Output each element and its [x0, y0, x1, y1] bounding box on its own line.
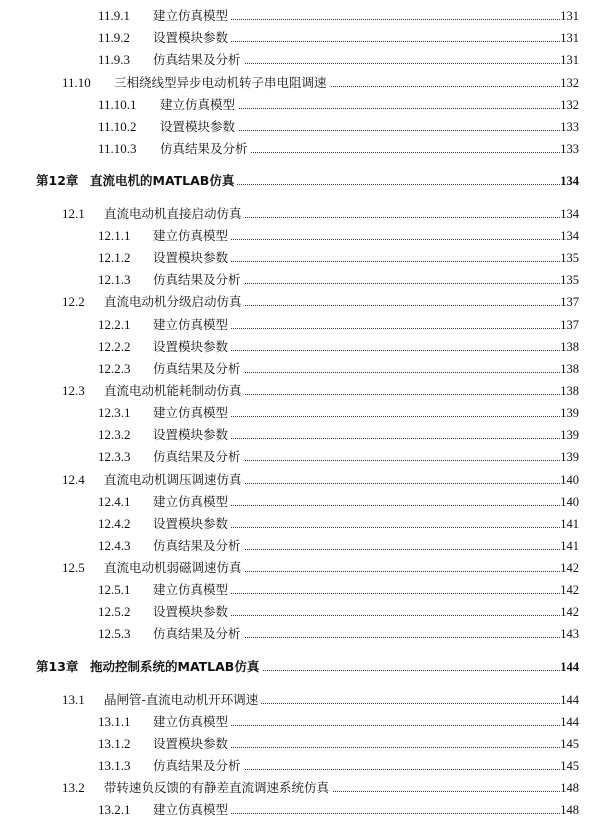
- toc-entry-number: 12.5.3: [98, 626, 131, 641]
- toc-entry-title: 带转速负反馈的有静差直流调速系统仿真: [104, 777, 332, 799]
- toc-subsection-entry[interactable]: [0, 49, 598, 71]
- toc-entry-number: 12.1.2: [98, 250, 131, 265]
- toc-entry-number: 12.2.3: [98, 361, 131, 376]
- dot-leader: [173, 41, 560, 42]
- toc-entry-number: 第13章: [36, 659, 79, 674]
- toc-section-entry[interactable]: [0, 72, 598, 94]
- toc-entry-page-number: 132: [560, 76, 579, 90]
- toc-chapter-entry[interactable]: [0, 656, 598, 678]
- toc-subsection-entry[interactable]: [0, 247, 598, 269]
- toc-section-entry[interactable]: [0, 689, 598, 711]
- dot-leader: [173, 328, 560, 329]
- toc-section-entry[interactable]: [0, 291, 598, 313]
- toc-entry-number: 12.3: [62, 383, 85, 398]
- dot-leader: [173, 416, 560, 417]
- toc-entry-number: 13.1.3: [98, 758, 131, 773]
- toc-entry-page-number: 138: [560, 362, 579, 376]
- toc-entry-number: 13.1: [62, 692, 85, 707]
- toc-entry-title: 建立仿真模型: [153, 225, 231, 247]
- toc-subsection-entry[interactable]: [0, 579, 598, 601]
- toc-entry-title: 直流电动机弱磁调速仿真: [104, 557, 245, 579]
- toc-entry-title: 仿真结果及分析: [153, 269, 244, 291]
- toc-entry-number: 12.3.3: [98, 449, 131, 464]
- toc-entry-number: 13.1.2: [98, 736, 131, 751]
- toc-section-entry[interactable]: [0, 557, 598, 579]
- toc-entry-title: 建立仿真模型: [153, 314, 231, 336]
- toc-entry-number: 11.10.2: [98, 119, 137, 134]
- dot-leader: [173, 593, 560, 594]
- toc-subsection-entry[interactable]: [0, 535, 598, 557]
- toc-subsection-entry[interactable]: [0, 138, 598, 160]
- toc-entry-page-number: 144: [560, 693, 579, 707]
- toc-subsection-entry[interactable]: [0, 336, 598, 358]
- toc-entry-page-number: 135: [560, 273, 579, 287]
- toc-entry-title: 仿真结果及分析: [160, 138, 251, 160]
- dot-leader: [173, 261, 560, 262]
- toc-entry-title: 建立仿真模型: [160, 94, 238, 116]
- toc-entry-title: 设置模块参数: [153, 27, 231, 49]
- toc-entry-title: 直流电动机能耗制动仿真: [104, 380, 245, 402]
- toc-entry-title: 仿真结果及分析: [153, 535, 244, 557]
- toc-entry-page-number: 133: [560, 120, 579, 134]
- dot-leader: [173, 615, 560, 616]
- toc-entry-page-number: 142: [560, 561, 579, 575]
- toc-subsection-entry[interactable]: [0, 601, 598, 623]
- toc-entry-title: 建立仿真模型: [153, 491, 231, 513]
- toc-entry-page-number: 137: [560, 318, 579, 332]
- toc-entry-page-number: 139: [560, 450, 579, 464]
- toc-entry-page-number: 142: [560, 583, 579, 597]
- toc-entry-number: 12.2.2: [98, 339, 131, 354]
- toc-entry-page-number: 131: [560, 31, 579, 45]
- toc-subsection-entry[interactable]: [0, 402, 598, 424]
- toc-entry-page-number: 134: [560, 207, 579, 221]
- toc-entry-number: 11.10.1: [98, 97, 137, 112]
- toc-entry-number: 第12章: [36, 173, 79, 188]
- toc-entry-number: 12.2.1: [98, 317, 131, 332]
- toc-entry-title: 建立仿真模型: [153, 5, 231, 27]
- toc-entry-number: 13.1.1: [98, 714, 131, 729]
- toc-entry-title: 仿真结果及分析: [153, 623, 244, 645]
- toc-entry-page-number: 137: [560, 295, 579, 309]
- toc-entry-title: 直流电机的MATLAB仿真: [90, 170, 237, 192]
- toc-entry-title: 设置模块参数: [153, 733, 231, 755]
- toc-entry-page-number: 131: [560, 53, 579, 67]
- toc-entry-title: 三相绕线型异步电动机转子串电阻调速: [114, 72, 330, 94]
- toc-subsection-entry[interactable]: [0, 225, 598, 247]
- toc-entry-title: 设置模块参数: [153, 247, 231, 269]
- toc-entry-page-number: 131: [560, 9, 579, 23]
- toc-entry-number: 12.1.3: [98, 272, 131, 287]
- toc-subsection-entry[interactable]: [0, 116, 598, 138]
- toc-entry-page-number: 144: [560, 715, 579, 729]
- toc-subsection-entry[interactable]: [0, 711, 598, 733]
- toc-entry-number: 12.5.1: [98, 582, 131, 597]
- toc-entry-number: 11.9.2: [98, 30, 131, 45]
- toc-section-entry[interactable]: [0, 380, 598, 402]
- toc-subsection-entry[interactable]: [0, 5, 598, 27]
- toc-entry-title: 设置模块参数: [153, 336, 231, 358]
- toc-entry-page-number: 138: [560, 384, 579, 398]
- toc-entry-number: 12.1.1: [98, 228, 131, 243]
- dot-leader: [173, 438, 560, 439]
- toc-subsection-entry[interactable]: [0, 424, 598, 446]
- toc-entry-page-number: 139: [560, 428, 579, 442]
- toc-entry-page-number: 132: [560, 98, 579, 112]
- toc-entry-page-number: 148: [560, 803, 579, 817]
- toc-entry-number: 12.4.1: [98, 494, 131, 509]
- toc-entry-number: 13.2.1: [98, 802, 131, 817]
- toc-entry-page-number: 148: [560, 781, 579, 795]
- toc-entry-title: 直流电动机直接启动仿真: [104, 203, 245, 225]
- dot-leader: [173, 505, 560, 506]
- toc-subsection-entry[interactable]: [0, 269, 598, 291]
- dot-leader: [173, 813, 560, 814]
- toc-entry-title: 设置模块参数: [160, 116, 238, 138]
- toc-entry-title: 设置模块参数: [153, 601, 231, 623]
- toc-entry-page-number: 140: [560, 473, 579, 487]
- toc-section-entry[interactable]: [0, 777, 598, 799]
- toc-entry-page-number: 134: [560, 229, 579, 243]
- toc-entry-title: 仿真结果及分析: [153, 755, 244, 777]
- toc-entry-page-number: 145: [560, 737, 579, 751]
- toc-entry-number: 12.5.2: [98, 604, 131, 619]
- toc-entry-title: 建立仿真模型: [153, 579, 231, 601]
- toc-section-entry[interactable]: [0, 203, 598, 225]
- toc-entry-page-number: 139: [560, 406, 579, 420]
- dot-leader: [173, 19, 560, 20]
- toc-entry-number: 11.9.1: [98, 8, 131, 23]
- dot-leader: [173, 527, 560, 528]
- toc-entry-title: 拖动控制系统的MATLAB仿真: [90, 656, 262, 678]
- toc-entry-number: 13.2: [62, 780, 85, 795]
- toc-subsection-entry[interactable]: [0, 733, 598, 755]
- toc-entry-number: 11.9.3: [98, 52, 131, 67]
- toc-entry-page-number: 140: [560, 495, 579, 509]
- toc-entry-number: 12.3.2: [98, 427, 131, 442]
- toc-section-entry[interactable]: [0, 469, 598, 491]
- toc-entry-number: 12.3.1: [98, 405, 131, 420]
- toc-entry-page-number: 134: [560, 174, 579, 188]
- toc-entry-title: 建立仿真模型: [153, 402, 231, 424]
- toc-subsection-entry[interactable]: [0, 446, 598, 468]
- toc-entry-page-number: 144: [560, 660, 579, 674]
- toc-entry-title: 仿真结果及分析: [153, 358, 244, 380]
- toc-entry-page-number: 142: [560, 605, 579, 619]
- toc-subsection-entry[interactable]: [0, 513, 598, 535]
- toc-entry-title: 建立仿真模型: [153, 799, 231, 821]
- toc-entry-number: 12.4.3: [98, 538, 131, 553]
- toc-subsection-entry[interactable]: [0, 623, 598, 645]
- toc-entry-page-number: 133: [560, 142, 579, 156]
- dot-leader: [173, 239, 560, 240]
- toc-entry-page-number: 135: [560, 251, 579, 265]
- toc-entry-page-number: 138: [560, 340, 579, 354]
- toc-entry-title: 仿真结果及分析: [153, 49, 244, 71]
- dot-leader: [173, 725, 560, 726]
- toc-entry-title: 仿真结果及分析: [153, 446, 244, 468]
- dot-leader: [173, 747, 560, 748]
- toc-entry-title: 建立仿真模型: [153, 711, 231, 733]
- toc-entry-title: 直流电动机调压调速仿真: [104, 469, 245, 491]
- toc-entry-page-number: 143: [560, 627, 579, 641]
- toc-entry-title: 晶闸管-直流电动机开环调速: [104, 689, 261, 711]
- toc-subsection-entry[interactable]: [0, 27, 598, 49]
- toc-chapter-entry[interactable]: [0, 170, 598, 192]
- toc-entry-number: 12.4.2: [98, 516, 131, 531]
- toc-subsection-entry[interactable]: [0, 314, 598, 336]
- toc-entry-title: 直流电动机分级启动仿真: [104, 291, 245, 313]
- toc-subsection-entry[interactable]: [0, 491, 598, 513]
- toc-entry-number: 11.10: [62, 75, 91, 90]
- toc-entry-page-number: 145: [560, 759, 579, 773]
- toc-subsection-entry[interactable]: [0, 755, 598, 777]
- toc-entry-page-number: 141: [560, 539, 579, 553]
- toc-entry-number: 12.2: [62, 294, 85, 309]
- toc-entry-number: 12.5: [62, 560, 85, 575]
- toc-entry-page-number: 141: [560, 517, 579, 531]
- toc-entry-number: 11.10.3: [98, 141, 137, 156]
- toc-subsection-entry[interactable]: [0, 358, 598, 380]
- dot-leader: [173, 350, 560, 351]
- toc-entry-number: 12.1: [62, 206, 85, 221]
- toc-subsection-entry[interactable]: [0, 94, 598, 116]
- toc-entry-title: 设置模块参数: [153, 424, 231, 446]
- toc-entry-number: 12.4: [62, 472, 85, 487]
- toc-entry-title: 设置模块参数: [153, 513, 231, 535]
